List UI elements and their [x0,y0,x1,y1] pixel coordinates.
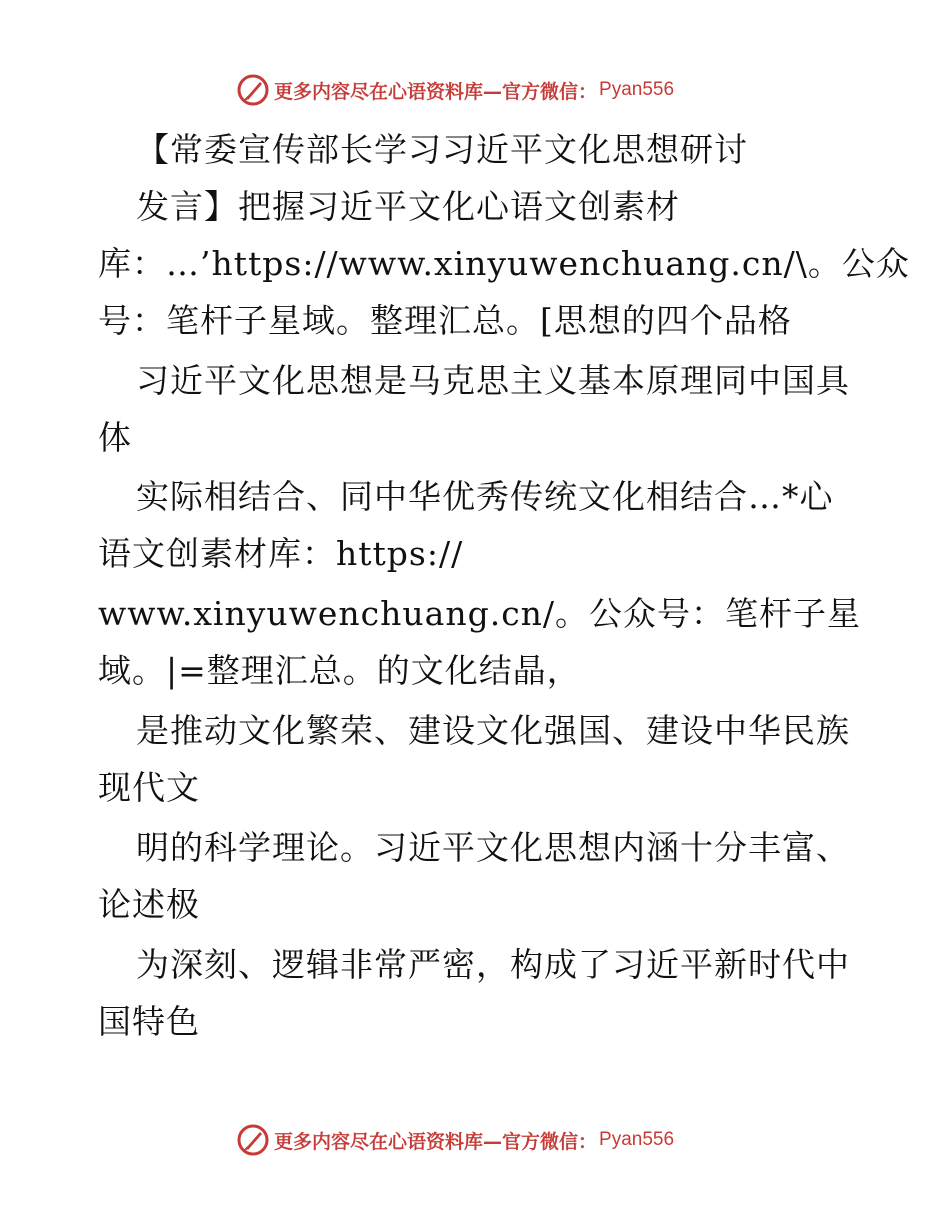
text-line: www.xinyuwenchuang.cn/。公众号：笔杆子星 [98,594,862,633]
text-line: 体 [98,418,132,457]
text-line: 是推动文化繁荣、建设文化强国、建设中华民族 [136,711,850,750]
text-line: 习近平文化思想是马克思主义基本原理同中国具 [136,361,850,400]
header-banner-text: 更多内容尽在心语资料库—官方微信： [274,80,598,103]
text-line: 域。|=整理汇总。的文化结晶， [98,651,581,690]
footer-banner-id: Pyan556 [599,1129,675,1150]
header-banner-id: Pyan556 [599,79,675,100]
footer-banner [236,1122,716,1158]
text-line: 语文创素材库：https:// [98,534,464,573]
text-line: 为深刻、逻辑非常严密，构成了习近平新时代中 [136,945,850,984]
text-line: 明的科学理论。习近平文化思想内涵十分丰富、 [136,828,850,867]
text-line: 论述极 [98,885,200,924]
header-banner [236,72,716,108]
text-line: 库：…’https://www.xinyuwenchuang.cn/\。公众 [98,244,910,283]
text-line: 【常委宣传部长学习习近平文化思想研讨 [136,130,748,169]
text-line: 发言】把握习近平文化心语文创素材 [136,187,680,226]
quill-logo-icon [236,1123,270,1157]
text-line: 实际相结合、同中华优秀传统文化相结合…*心 [136,477,834,516]
quill-logo-icon [236,73,270,107]
text-line: 号：笔杆子星域。整理汇总。[思想的四个品格 [98,301,792,340]
text-line: 现代文 [98,768,200,807]
footer-banner-text: 更多内容尽在心语资料库—官方微信： [274,1130,598,1153]
text-line: 国特色 [98,1002,200,1041]
